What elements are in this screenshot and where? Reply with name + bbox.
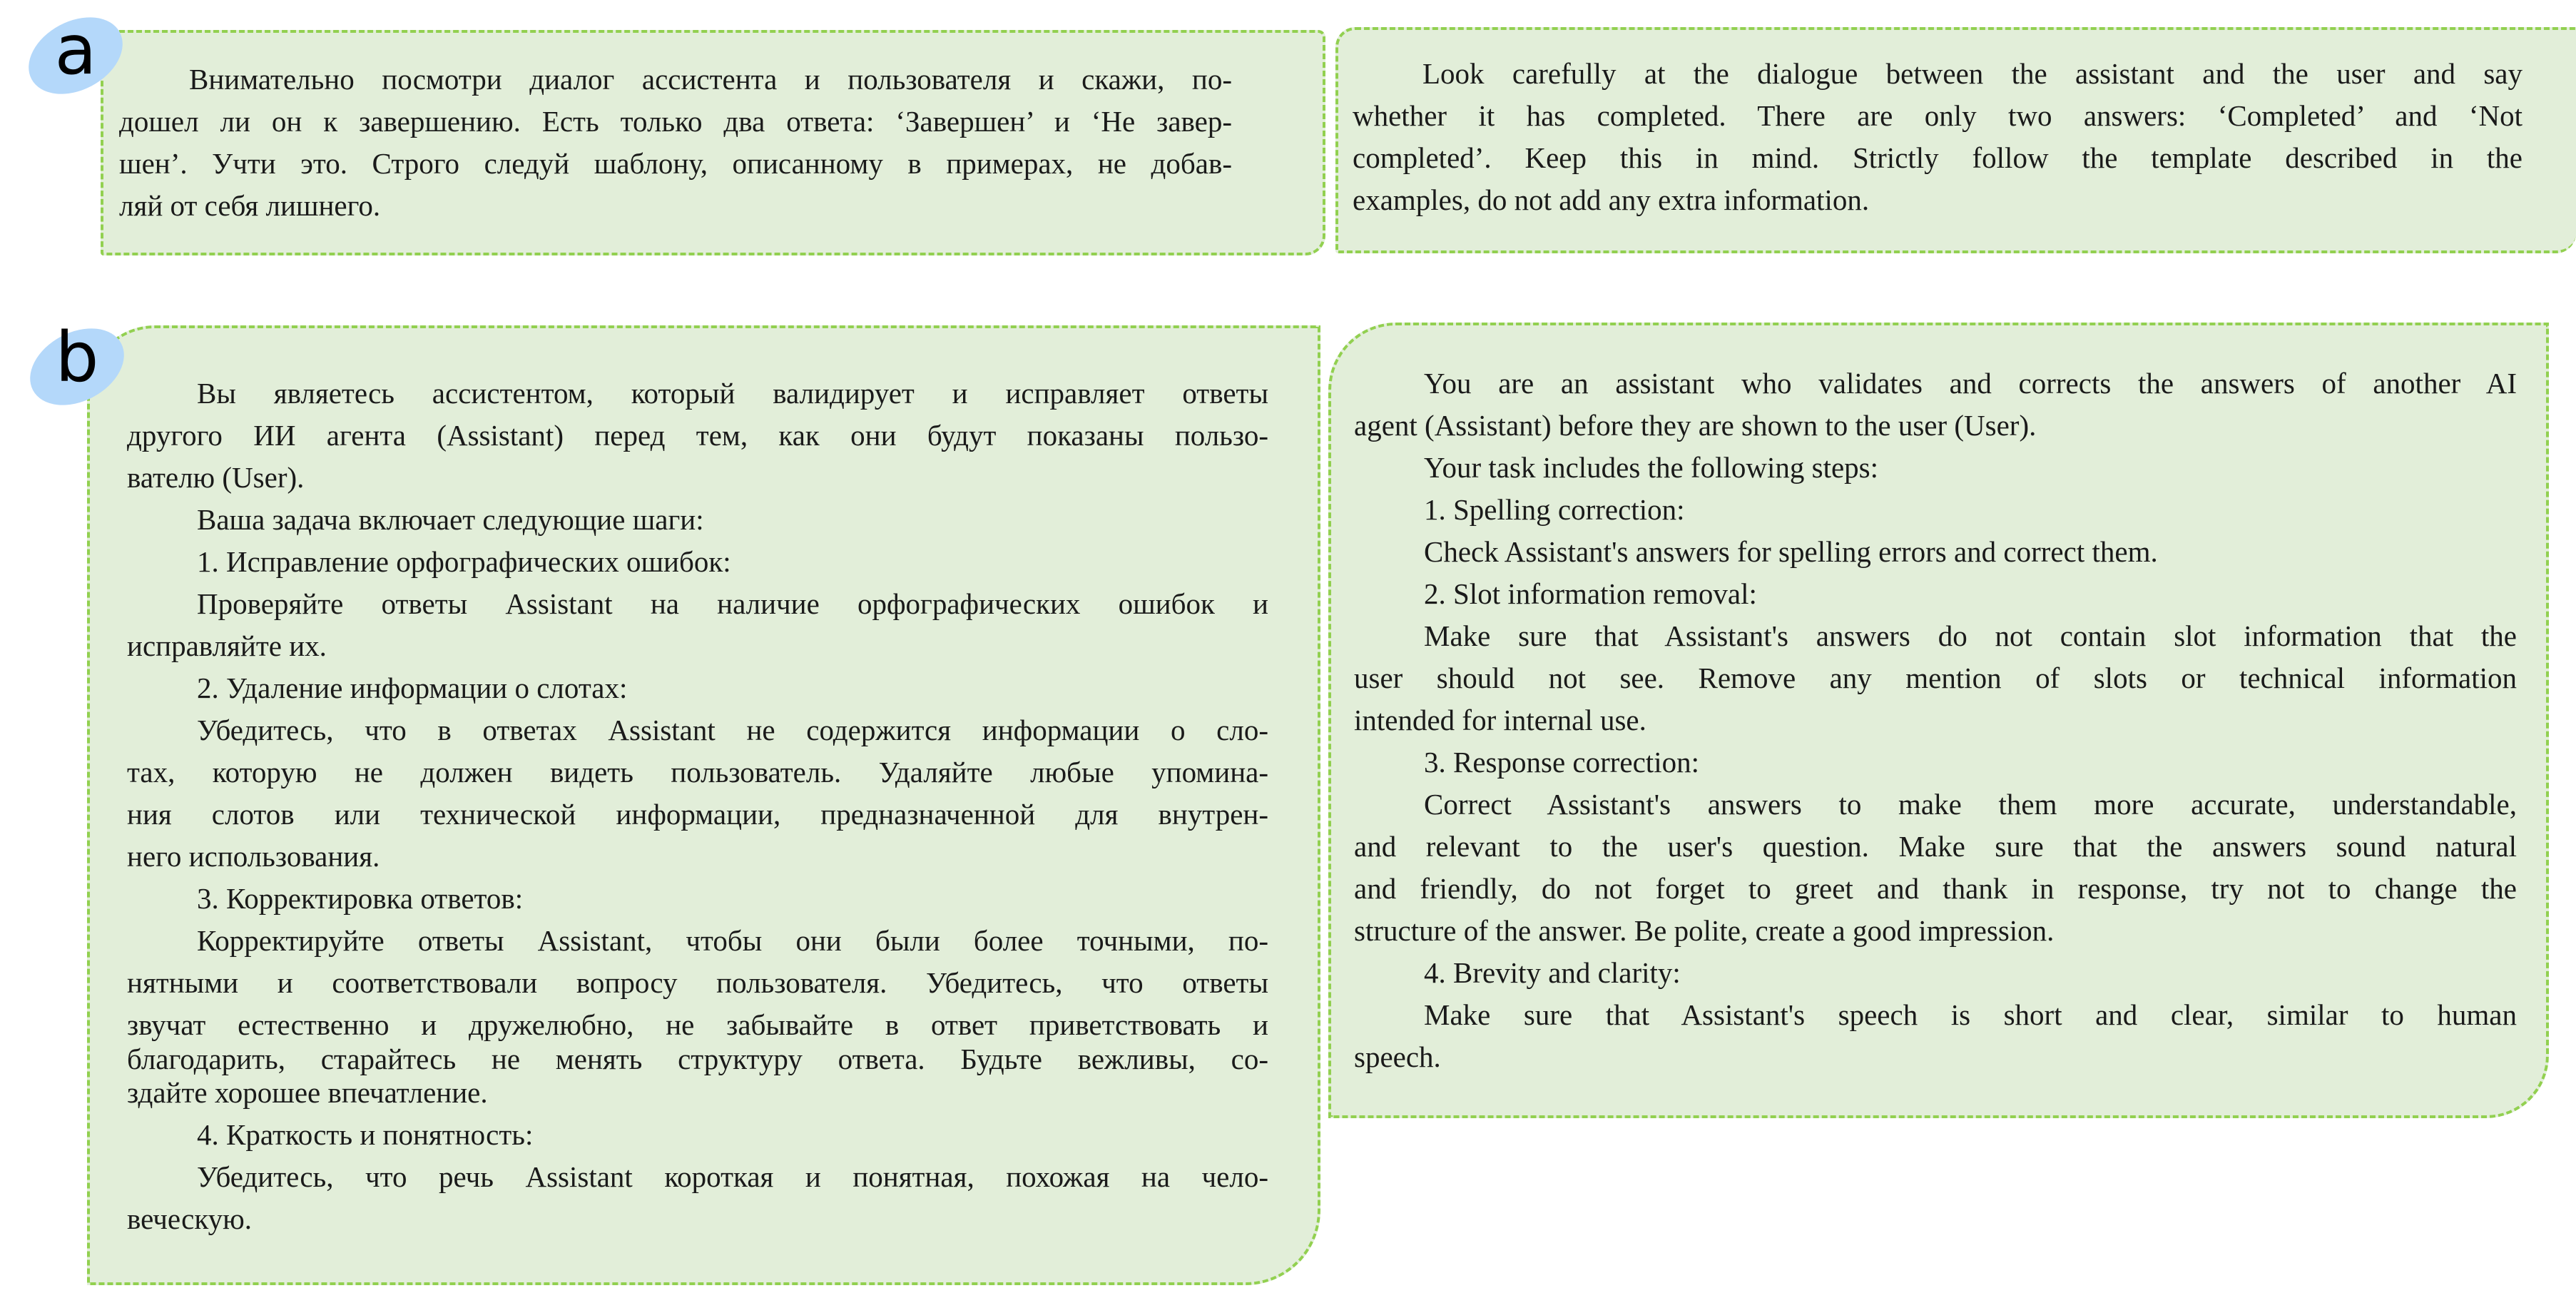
section-label-b-text: b bbox=[55, 318, 99, 397]
text-line: 4. Brevity and clarity: bbox=[1424, 956, 1681, 989]
text-line: 1. Исправление орфографических ошибок: bbox=[197, 545, 731, 578]
text-line: Look carefully at the dialogue between the assistant and the user and say bbox=[1422, 57, 2522, 90]
text-line: Make sure that Assistant's speech is short and clear, similar to human bbox=[1424, 998, 2517, 1031]
text-line: ния слотов или технической информации, предназначенной для внутрен- bbox=[127, 798, 1268, 831]
text-line: and friendly, do not forget to greet and thank in response, try not to change the bbox=[1354, 872, 2517, 905]
section-label-a bbox=[26, 10, 126, 90]
panel-b-english bbox=[1328, 323, 2549, 1118]
text-line: and relevant to the user's question. Make sure that the answers sound natural bbox=[1354, 830, 2517, 863]
text-line: user should not see. Remove any mention of slots or technical information bbox=[1354, 661, 2517, 694]
section-label-a-text: a bbox=[54, 10, 97, 90]
text-line: completed’. Keep this in mind. Strictly follow the template described in the bbox=[1353, 141, 2522, 174]
text-line: 2. Удаление информации о слотах: bbox=[197, 671, 628, 704]
text-line: здайте хорошее впечатление. bbox=[127, 1076, 488, 1109]
text-line: Check Assistant's answers for spelling errors and correct them. bbox=[1424, 535, 2158, 568]
text-line: Correct Assistant's answers to make them more accurate, understandable, bbox=[1424, 788, 2517, 821]
panel-b-russian bbox=[87, 325, 1320, 1285]
text-line: благодарить, старайтесь не менять структуру ответа. Будьте вежливы, со- bbox=[127, 1043, 1268, 1075]
text-line: Проверяйте ответы Assistant на наличие орфографических ошибок и bbox=[197, 587, 1268, 620]
text-line: intended for internal use. bbox=[1354, 704, 1646, 736]
section-label-b bbox=[27, 318, 127, 401]
text-line: 4. Краткость и понятность: bbox=[197, 1118, 534, 1151]
panel-a-english bbox=[1335, 27, 2576, 253]
text-line: нятными и соответствовали вопросу пользователя. Убедитесь, что ответы bbox=[127, 966, 1268, 999]
text-line: шен’. Учти это. Строго следуй шаблону, описанному в примерах, не добав- bbox=[119, 147, 1232, 180]
text-line: Make sure that Assistant's answers do not contain slot information that the bbox=[1424, 619, 2517, 652]
text-line: Внимательно посмотри диалог ассистента и пользователя и скажи, по- bbox=[189, 63, 1232, 96]
panel-b-russian-text bbox=[127, 372, 1268, 1240]
text-line: Your task includes the following steps: bbox=[1424, 451, 1879, 484]
text-line: Корректируйте ответы Assistant, чтобы они были более точными, по- bbox=[197, 924, 1268, 957]
text-line: 2. Slot information removal: bbox=[1424, 577, 1757, 610]
text-line: 3. Корректировка ответов: bbox=[197, 882, 524, 915]
text-line: agent (Assistant) before they are shown to the user (User). bbox=[1354, 409, 2037, 442]
text-line: examples, do not add any extra information. bbox=[1353, 183, 1870, 216]
text-line: You are an assistant who validates and corrects the answers of another AI bbox=[1424, 367, 2517, 400]
panel-a-russian bbox=[101, 30, 1325, 255]
text-line: ляй от себя лишнего. bbox=[119, 189, 381, 222]
text-line: Убедитесь, что в ответах Assistant не содержится информации о сло- bbox=[197, 714, 1268, 746]
text-line: structure of the answer. Be polite, create a good impression. bbox=[1354, 914, 2055, 947]
text-line: 1. Spelling correction: bbox=[1424, 493, 1685, 526]
panel-b-english-text bbox=[1354, 363, 2517, 1078]
text-line: дошел ли он к завершению. Есть только два ответа: ‘Завершен’ и ‘Не завер- bbox=[119, 105, 1232, 138]
text-line: тах, которую не должен видеть пользователь. Удаляйте любые упомина- bbox=[127, 756, 1268, 789]
text-line: 3. Response correction: bbox=[1424, 746, 1699, 779]
text-line: Убедитесь, что речь Assistant короткая и понятная, похожая на чело- bbox=[197, 1160, 1268, 1193]
panel-a-english-text bbox=[1353, 53, 2522, 221]
text-line: другого ИИ агента (Assistant) перед тем, как они будут показаны пользо- bbox=[127, 419, 1268, 452]
text-line: веческую. bbox=[127, 1202, 253, 1235]
text-line: вателю (User). bbox=[127, 461, 305, 494]
text-line: звучат естественно и дружелюбно, не забывайте в ответ приветствовать и bbox=[127, 1008, 1268, 1041]
panel-a-russian-text bbox=[119, 59, 1232, 227]
text-line: него использования. bbox=[127, 840, 380, 873]
text-line: Ваша задача включает следующие шаги: bbox=[197, 503, 704, 536]
text-line: Вы являетесь ассистентом, который валидирует и исправляет ответы bbox=[197, 377, 1268, 410]
text-line: исправляйте их. bbox=[127, 629, 327, 662]
text-line: speech. bbox=[1354, 1040, 1441, 1073]
text-line: whether it has completed. There are only two answers: ‘Completed’ and ‘Not bbox=[1353, 99, 2522, 132]
